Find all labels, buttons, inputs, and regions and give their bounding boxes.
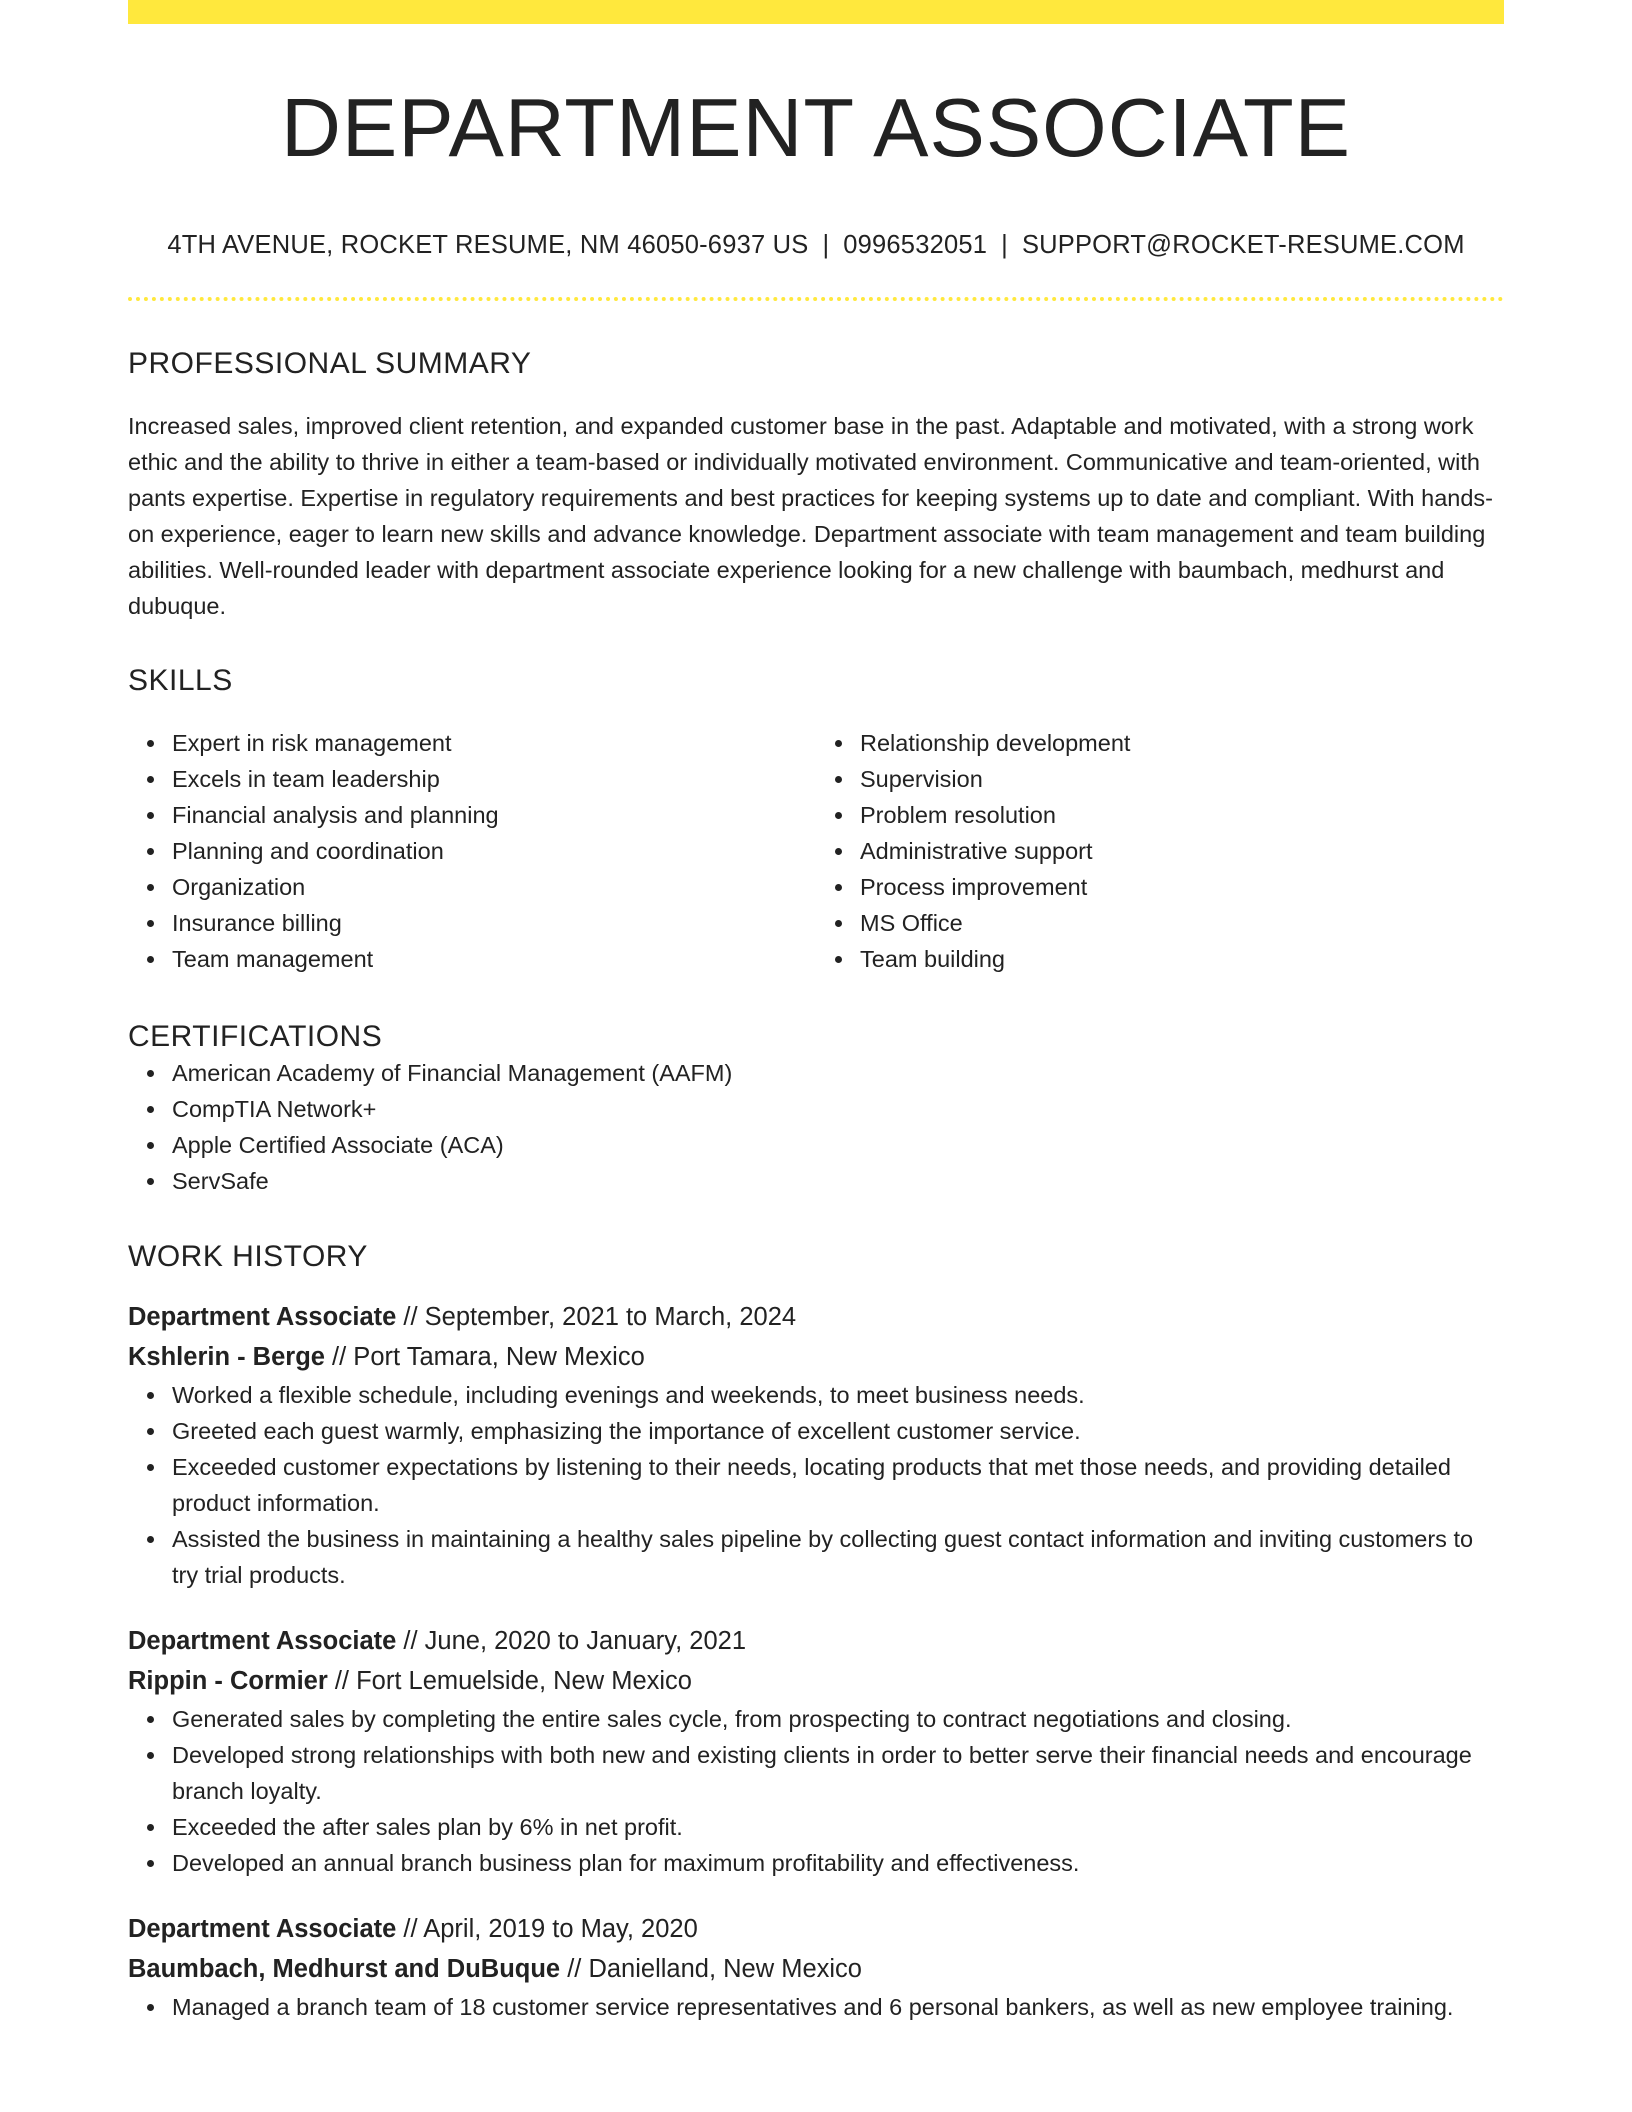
certifications-list: [128, 1055, 1504, 1199]
section-title-summary: PROFESSIONAL SUMMARY: [128, 347, 532, 381]
job-bullets: [128, 1377, 1504, 1593]
job-bullets: [128, 1701, 1504, 1881]
section-title-skills: SKILLS: [128, 664, 233, 698]
certification-item: Apple Certified Associate (ACA): [172, 1127, 1504, 1163]
job-bullets: [128, 1989, 1504, 2025]
job-company: Rippin - Cormier: [128, 1667, 328, 1696]
job-title-line: [128, 1621, 1504, 1661]
skill-item: Supervision: [860, 761, 1504, 797]
job-location: // Fort Lemuelside, New Mexico: [327, 1667, 692, 1696]
job-bullet: Assisted the business in maintaining a healthy sales pipeline by collecting guest contact information and inviting customers to try trial products.: [172, 1521, 1504, 1593]
section-title-work-history: WORK HISTORY: [128, 1240, 368, 1274]
summary-text: Increased sales, improved client retention, and expanded customer base in the past. Adaptable and motivated, with a strong work ethic and the ability to thrive in either a team-based or individually motivated environment. Communicative and team-oriented, with pants expertise. Expertise in regulatory requirements and best practices for keeping systems up to date and compliant. With hands-on experience, eager to learn new skills and advance knowledge. Department associate with team management and team building abilities. Well-rounded leader with department associate experience looking for a new challenge with baumbach, medhurst and dubuque.: [128, 413, 1494, 620]
skills-list-left: [128, 725, 816, 977]
contact-line: [128, 231, 1504, 260]
job-company: Baumbach, Medhurst and DuBuque: [128, 1955, 561, 1984]
job-role: Department Associate: [128, 1627, 397, 1656]
skill-item: Excels in team leadership: [172, 761, 816, 797]
work-history: [128, 1297, 1504, 2025]
job-bullet: Developed strong relationships with both new and existing clients in order to better serve their financial needs and encourage branch loyalty.: [172, 1737, 1504, 1809]
job-bullet: Exceeded the after sales plan by 6% in net profit.: [172, 1809, 1504, 1845]
job-title-line: [128, 1909, 1504, 1949]
job-title-line: [128, 1297, 1504, 1337]
email: SUPPORT@ROCKET-RESUME.COM: [1021, 231, 1465, 260]
skill-item: Administrative support: [860, 833, 1504, 869]
skill-item: Organization: [172, 869, 816, 905]
resume-name: DEPARTMENT ASSOCIATE: [280, 81, 1352, 174]
job-entry: [128, 1909, 1504, 2025]
certification-item: ServSafe: [172, 1163, 1504, 1199]
accent-bar: [128, 0, 1504, 24]
skill-item: Team building: [860, 941, 1504, 977]
skill-item: Planning and coordination: [172, 833, 816, 869]
job-role: Department Associate: [128, 1303, 397, 1332]
job-bullet: Managed a branch team of 18 customer service representatives and 6 personal bankers, as well as new employee training.: [172, 1989, 1504, 2025]
skill-item: Process improvement: [860, 869, 1504, 905]
job-entry: [128, 1621, 1504, 1881]
skill-item: Relationship development: [860, 725, 1504, 761]
job-location: // Port Tamara, New Mexico: [324, 1343, 645, 1372]
skills-grid: [128, 725, 1504, 977]
contact-separator: |: [1001, 231, 1008, 260]
job-company-line: [128, 1337, 1504, 1377]
job-bullet: Greeted each guest warmly, emphasizing the importance of excellent customer service.: [172, 1413, 1504, 1449]
section-title-certifications: CERTIFICATIONS: [128, 1020, 383, 1054]
job-bullet: Developed an annual branch business plan for maximum profitability and effectiveness.: [172, 1845, 1504, 1881]
skill-item: Financial analysis and planning: [172, 797, 816, 833]
address: 4TH AVENUE, ROCKET RESUME, NM 46050-6937 US: [167, 231, 809, 260]
job-bullet: Generated sales by completing the entire sales cycle, from prospecting to contract negotiations and closing.: [172, 1701, 1504, 1737]
dotted-divider: [128, 297, 1504, 301]
certification-item: CompTIA Network+: [172, 1091, 1504, 1127]
certification-item: American Academy of Financial Management (AAFM): [172, 1055, 1504, 1091]
contact-separator: |: [822, 231, 830, 260]
skill-item: Problem resolution: [860, 797, 1504, 833]
job-location: // Danielland, New Mexico: [560, 1955, 862, 1984]
resume-page: [128, 0, 1504, 2025]
skill-item: Insurance billing: [172, 905, 816, 941]
job-company-line: [128, 1661, 1504, 1701]
job-bullet: Exceeded customer expectations by listening to their needs, locating products that met those needs, and providing detailed product information.: [172, 1449, 1504, 1521]
job-role: Department Associate: [128, 1915, 397, 1944]
skill-item: Team management: [172, 941, 816, 977]
skill-item: Expert in risk management: [172, 725, 816, 761]
job-company: Kshlerin - Berge: [128, 1343, 325, 1372]
job-bullet: Worked a flexible schedule, including evenings and weekends, to meet business needs.: [172, 1377, 1504, 1413]
skill-item: MS Office: [860, 905, 1504, 941]
skills-list-right: [816, 725, 1504, 977]
job-dates: // April, 2019 to May, 2020: [396, 1915, 698, 1944]
phone: 0996532051: [843, 231, 988, 260]
job-entry: [128, 1297, 1504, 1593]
job-company-line: [128, 1949, 1504, 1989]
job-dates: // June, 2020 to January, 2021: [396, 1627, 747, 1656]
job-dates: // September, 2021 to March, 2024: [396, 1303, 797, 1332]
